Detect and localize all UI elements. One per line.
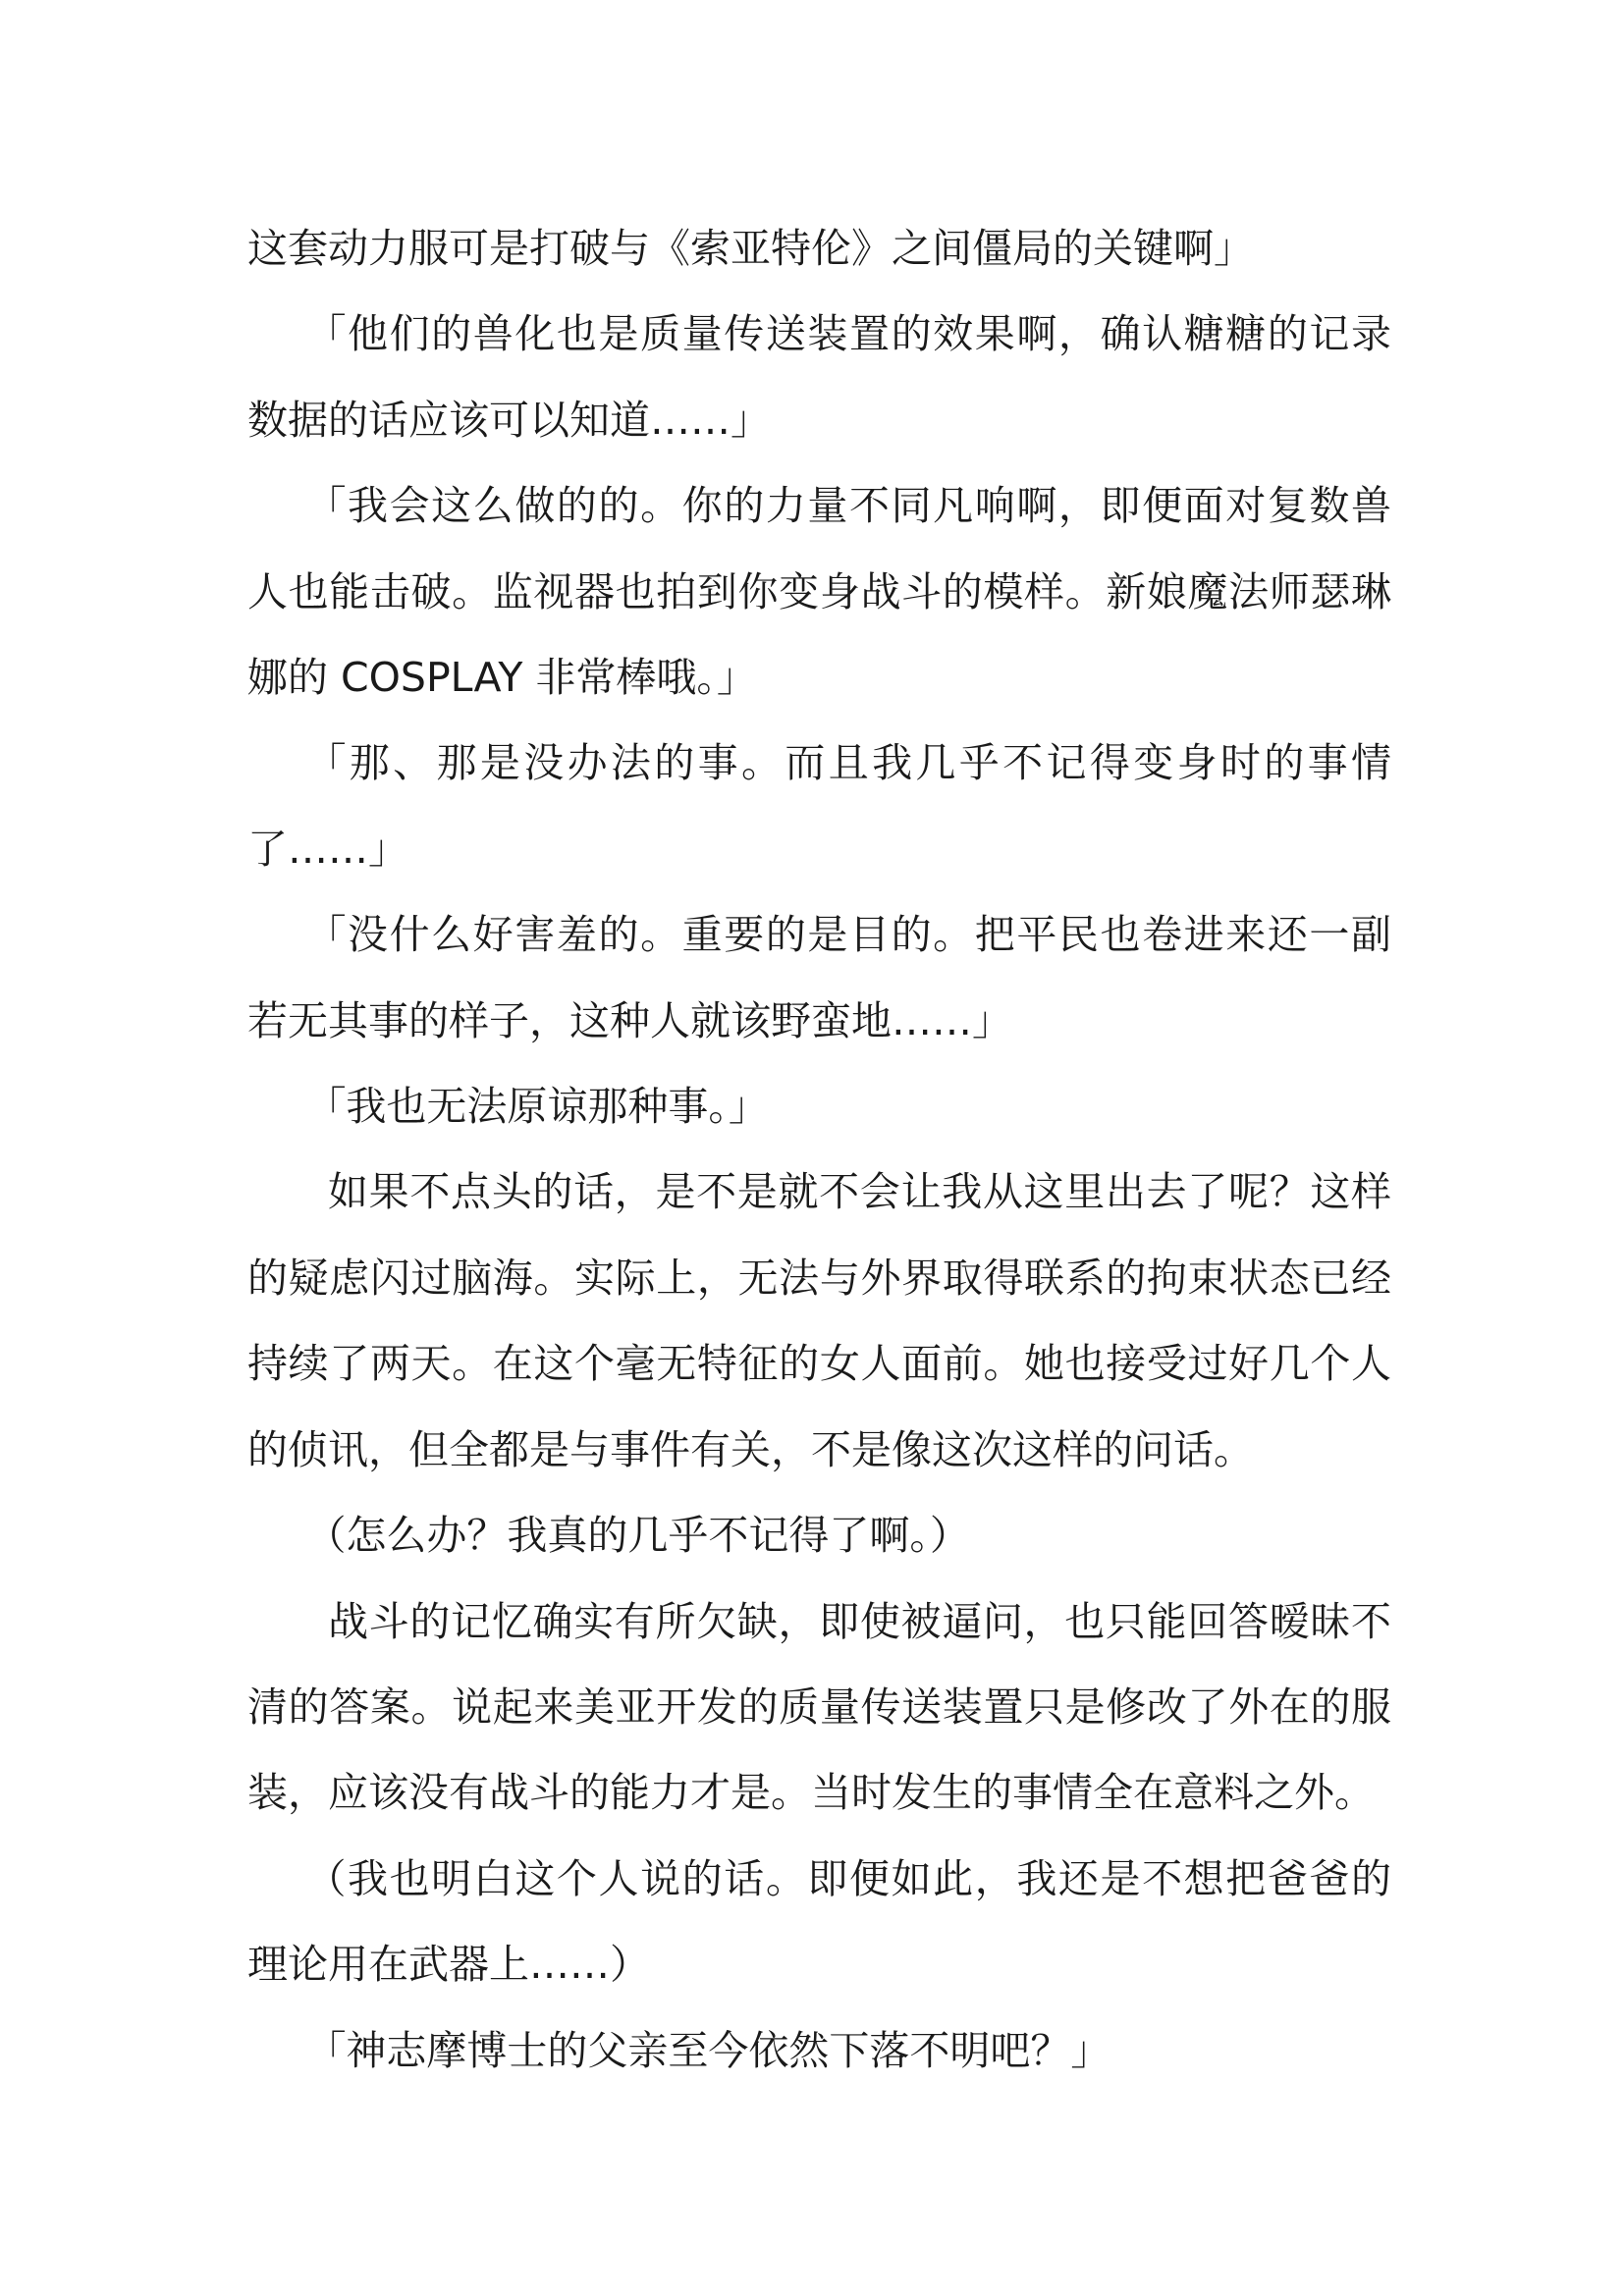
- paragraph-dialogue: 「他们的兽化也是质量传送装置的效果啊，确认糖糖的记录数据的话应该可以知道……」: [247, 310, 1391, 444]
- paragraph-inner-thought: （我也明白这个人说的话。即便如此，我还是不想把爸爸的理论用在武器上……）: [247, 1854, 1391, 1989]
- paragraph-inner-thought: （怎么办？我真的几乎不记得了啊。）: [305, 1512, 970, 1560]
- paragraph-dialogue: 「我会这么做的的。你的力量不同凡响啊，即便面对复数兽人也能击破。监视器也拍到你变身战斗的模样。新娘魔法师瑟琳娜的 COSPLAY 非常棒哦。」: [247, 482, 1391, 702]
- paragraph-dialogue: 「那、那是没办法的事。而且我几乎不记得变身时的事情了……」: [247, 739, 1391, 873]
- paragraph-dialogue: 「我也无法原谅那种事。」: [305, 1083, 769, 1131]
- paragraph-narration: 战斗的记忆确实有所欠缺，即使被逼问，也只能回答暧昧不清的答案。说起来美亚开发的质量传送装置只是修改了外在的服装，应该没有战斗的能力才是。当时发生的事情全在意料之外。: [247, 1597, 1391, 1817]
- paragraph-narration: 如果不点头的话，是不是就不会让我从这里出去了呢？这样的疑虑闪过脑海。实际上，无法与外界取得联系的拘束状态已经持续了两天。在这个毫无特征的女人面前。她也接受过好几个人的侦讯，但全都是与事件有关，不是像这次这样的问话。: [247, 1168, 1391, 1473]
- body-text: [247, 206, 1391, 2094]
- paragraph-dialogue: 「神志摩博士的父亲至今依然下落不明吧？」: [305, 2026, 1111, 2074]
- paragraph-dialogue: 「没什么好害羞的。重要的是目的。把平民也卷进来还一副若无其事的样子，这种人就该野蛮地……」: [247, 911, 1391, 1044]
- paragraph-continuation: 这套动力服可是打破与《索亚特伦》之间僵局的关键啊」: [247, 225, 1254, 272]
